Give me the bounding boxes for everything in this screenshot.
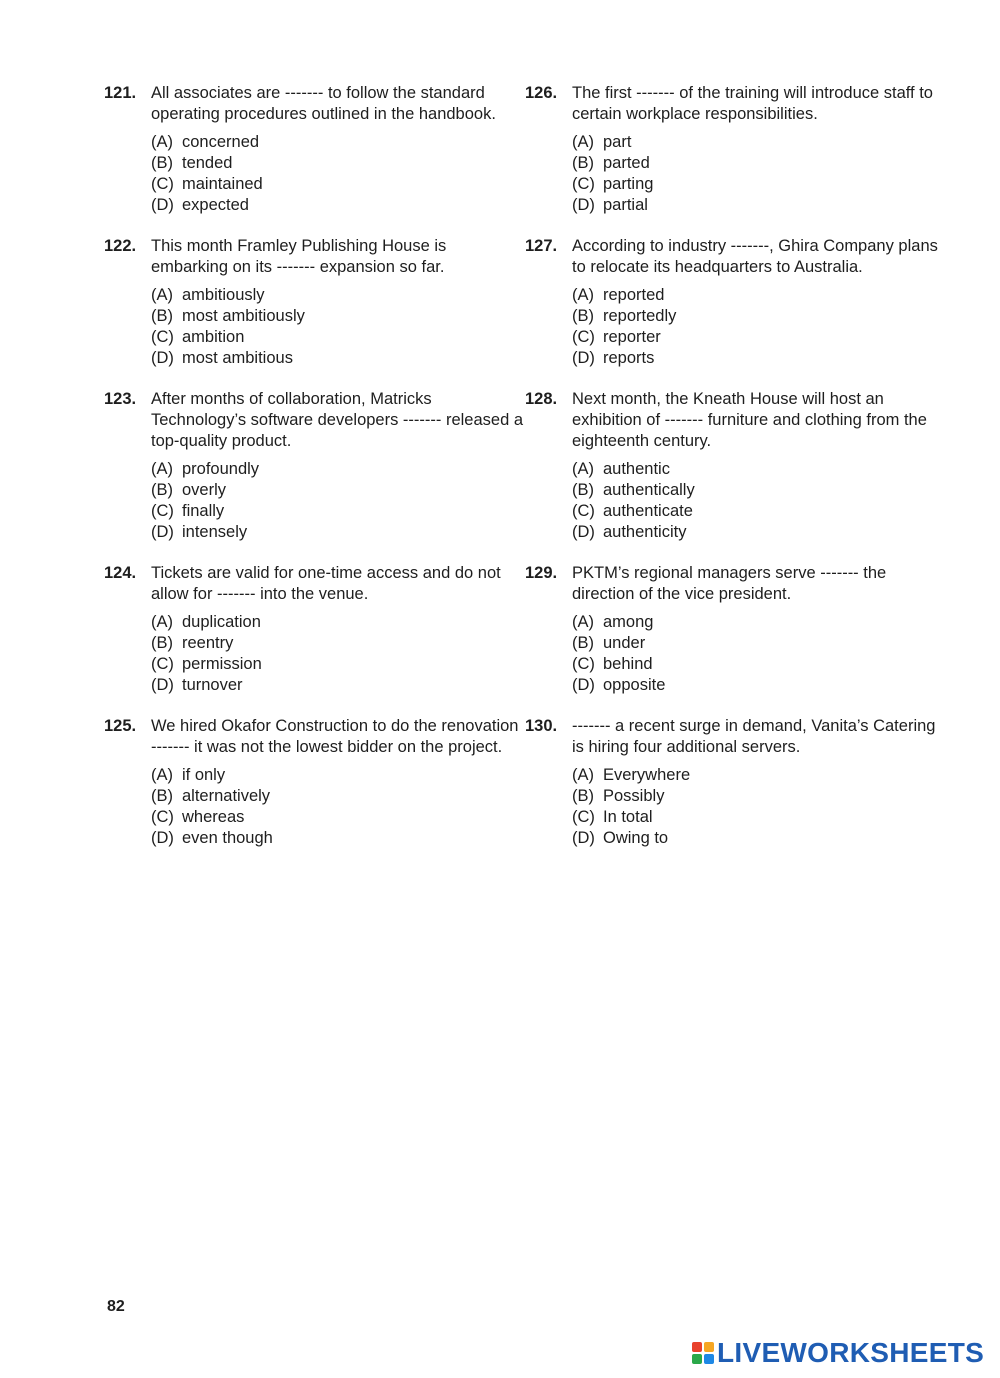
option-text: ambition — [182, 328, 245, 346]
option-text: turnover — [182, 676, 243, 694]
option-letter: (D) — [151, 676, 174, 694]
question-number: 126. — [525, 84, 558, 102]
option-letter: (A) — [572, 766, 594, 784]
answer-option-a[interactable] — [572, 612, 945, 633]
answer-option-c[interactable] — [151, 807, 524, 828]
option-letter: (B) — [572, 634, 594, 652]
option-text: alternatively — [182, 787, 271, 805]
question-121 — [104, 83, 524, 216]
question-stem: Next month, the Kneath House will host an exhibition of ------- furniture and clothing from the eighteenth century. — [572, 390, 927, 450]
option-letter: (D) — [572, 676, 595, 694]
option-letter: (B) — [151, 307, 173, 325]
option-text: even though — [182, 829, 273, 847]
answer-options — [151, 459, 524, 543]
answer-options — [572, 132, 945, 216]
answer-option-a[interactable] — [572, 765, 945, 786]
option-text: permission — [182, 655, 262, 673]
answer-options — [572, 285, 945, 369]
question-127 — [525, 236, 945, 369]
answer-option-a[interactable] — [151, 459, 524, 480]
question-number: 121. — [104, 84, 137, 102]
liveworksheets-logo — [692, 1338, 984, 1368]
logo-square-blue — [704, 1354, 714, 1364]
option-letter: (D) — [572, 523, 595, 541]
answer-option-c[interactable] — [151, 174, 524, 195]
answer-option-c[interactable] — [572, 174, 945, 195]
option-text: authentically — [603, 481, 695, 499]
question-body — [572, 389, 945, 543]
option-letter: (D) — [151, 523, 174, 541]
answer-option-d[interactable] — [572, 348, 945, 369]
answer-options — [151, 765, 524, 849]
answer-option-c[interactable] — [572, 654, 945, 675]
question-123 — [104, 389, 524, 543]
answer-option-b[interactable] — [572, 633, 945, 654]
answer-option-b[interactable] — [572, 306, 945, 327]
question-body — [151, 563, 524, 696]
question-stem: All associates are ------- to follow the standard operating procedures outlined in the handbook. — [151, 84, 496, 123]
option-letter: (C) — [151, 175, 174, 193]
answer-option-a[interactable] — [151, 765, 524, 786]
answer-option-c[interactable] — [151, 501, 524, 522]
answer-option-b[interactable] — [572, 786, 945, 807]
option-letter: (A) — [151, 766, 173, 784]
question-stem: According to industry -------, Ghira Company plans to relocate its headquarters to Australia. — [572, 237, 938, 276]
option-text: maintained — [182, 175, 263, 193]
option-letter: (A) — [151, 613, 173, 631]
logo-text: LIVEWORKSHEETS — [717, 1337, 985, 1368]
option-text: expected — [182, 196, 249, 214]
logo-square-red — [692, 1342, 702, 1352]
option-letter: (B) — [151, 154, 173, 172]
option-text: Everywhere — [603, 766, 691, 784]
answer-options — [151, 132, 524, 216]
option-text: partial — [603, 196, 648, 214]
question-number: 124. — [104, 564, 137, 582]
question-stem: ------- a recent surge in demand, Vanita’s Catering is hiring four additional servers. — [572, 717, 936, 756]
option-text: reporter — [603, 328, 661, 346]
option-text: reportedly — [603, 307, 677, 325]
question-stem: We hired Okafor Construction to do the renovation ------- it was not the lowest bidder on the project. — [151, 717, 519, 756]
question-number: 128. — [525, 390, 558, 408]
page-number: 82 — [107, 1298, 125, 1315]
option-text: reports — [603, 349, 655, 367]
answer-option-d[interactable] — [151, 675, 524, 696]
option-letter: (A) — [572, 613, 594, 631]
answer-option-c[interactable] — [151, 654, 524, 675]
answer-option-d[interactable] — [151, 195, 524, 216]
question-stem: Tickets are valid for one-time access and do not allow for ------- into the venue. — [151, 564, 501, 603]
option-letter: (C) — [151, 655, 174, 673]
option-text: overly — [182, 481, 227, 499]
answer-option-b[interactable] — [151, 480, 524, 501]
answer-option-d[interactable] — [572, 675, 945, 696]
answer-option-a[interactable] — [151, 132, 524, 153]
answer-option-b[interactable] — [572, 153, 945, 174]
answer-option-d[interactable] — [151, 348, 524, 369]
option-text: concerned — [182, 133, 260, 151]
answer-option-d[interactable] — [151, 828, 524, 849]
option-text: among — [603, 613, 654, 631]
question-125 — [104, 716, 524, 849]
question-number: 122. — [104, 237, 137, 255]
option-text: intensely — [182, 523, 248, 541]
option-text: behind — [603, 655, 653, 673]
answer-option-c[interactable] — [572, 501, 945, 522]
answer-options — [151, 612, 524, 696]
answer-option-c[interactable] — [151, 327, 524, 348]
option-letter: (B) — [572, 787, 594, 805]
option-letter: (D) — [151, 349, 174, 367]
option-text: Owing to — [603, 829, 669, 847]
option-text: ambitiously — [182, 286, 265, 304]
question-129 — [525, 563, 945, 696]
answer-option-b[interactable] — [572, 480, 945, 501]
question-stem: After months of collaboration, Matricks Technology’s software developers ------- released a top-quality product. — [151, 390, 524, 450]
option-text: duplication — [182, 613, 261, 631]
answer-option-a[interactable] — [572, 132, 945, 153]
answer-option-b[interactable] — [151, 786, 524, 807]
question-stem: PKTM’s regional managers serve ------- the direction of the vice president. — [572, 564, 887, 603]
answer-option-d[interactable] — [572, 195, 945, 216]
option-letter: (C) — [151, 328, 174, 346]
answer-options — [572, 459, 945, 543]
logo-square-orange — [704, 1342, 714, 1352]
answer-option-d[interactable] — [572, 828, 945, 849]
option-letter: (A) — [151, 460, 173, 478]
option-text: In total — [603, 808, 653, 826]
option-letter: (C) — [572, 502, 595, 520]
option-letter: (B) — [151, 481, 173, 499]
option-letter: (C) — [151, 808, 174, 826]
question-number: 130. — [525, 717, 558, 735]
option-letter: (C) — [572, 175, 595, 193]
option-letter: (C) — [572, 328, 595, 346]
question-body — [151, 389, 524, 543]
answer-option-a[interactable] — [572, 285, 945, 306]
answer-option-b[interactable] — [151, 306, 524, 327]
option-text: tended — [182, 154, 233, 172]
option-text: if only — [182, 766, 226, 784]
option-letter: (B) — [151, 787, 173, 805]
question-number: 129. — [525, 564, 558, 582]
answer-option-a[interactable] — [151, 285, 524, 306]
answer-option-d[interactable] — [572, 522, 945, 543]
option-letter: (A) — [572, 133, 594, 151]
option-text: authenticate — [603, 502, 693, 520]
question-body — [151, 716, 524, 849]
option-text: most ambitious — [182, 349, 293, 367]
option-letter: (A) — [572, 286, 594, 304]
option-letter: (D) — [151, 196, 174, 214]
answer-option-a[interactable] — [151, 612, 524, 633]
question-number: 127. — [525, 237, 558, 255]
option-letter: (B) — [572, 307, 594, 325]
question-body — [151, 83, 524, 216]
question-number: 123. — [104, 390, 137, 408]
option-text: whereas — [182, 808, 245, 826]
question-body — [572, 236, 945, 369]
question-number: 125. — [104, 717, 137, 735]
option-letter: (D) — [572, 829, 595, 847]
answer-options — [151, 285, 524, 369]
question-body — [572, 563, 945, 696]
question-body — [151, 236, 524, 369]
answer-options — [572, 612, 945, 696]
option-text: most ambitiously — [182, 307, 305, 325]
logo-square-green — [692, 1354, 702, 1364]
option-text: reentry — [182, 634, 234, 652]
option-text: parted — [603, 154, 650, 172]
question-128 — [525, 389, 945, 543]
answer-options — [572, 765, 945, 849]
question-124 — [104, 563, 524, 696]
option-text: authentic — [603, 460, 670, 478]
liveworksheets-logo-icon — [692, 1342, 714, 1364]
option-letter: (C) — [572, 655, 595, 673]
option-letter: (B) — [572, 481, 594, 499]
question-122 — [104, 236, 524, 369]
option-letter: (A) — [151, 286, 173, 304]
option-text: parting — [603, 175, 654, 193]
option-text: under — [603, 634, 646, 652]
answer-option-a[interactable] — [572, 459, 945, 480]
option-text: finally — [182, 502, 225, 520]
question-body — [572, 83, 945, 216]
option-text: profoundly — [182, 460, 260, 478]
question-130 — [525, 716, 945, 849]
answer-option-b[interactable] — [151, 633, 524, 654]
question-stem: The first ------- of the training will introduce staff to certain workplace responsibilities. — [572, 84, 933, 123]
question-body — [572, 716, 945, 849]
option-letter: (B) — [572, 154, 594, 172]
option-text: authenticity — [603, 523, 687, 541]
option-letter: (C) — [151, 502, 174, 520]
option-letter: (A) — [572, 460, 594, 478]
option-letter: (D) — [151, 829, 174, 847]
option-letter: (D) — [572, 349, 595, 367]
right-column — [525, 83, 945, 869]
option-text: part — [603, 133, 632, 151]
answer-option-b[interactable] — [151, 153, 524, 174]
question-126 — [525, 83, 945, 216]
option-letter: (D) — [572, 196, 595, 214]
question-stem: This month Framley Publishing House is embarking on its ------- expansion so far. — [151, 237, 447, 276]
left-column — [104, 83, 524, 869]
option-letter: (B) — [151, 634, 173, 652]
option-text: reported — [603, 286, 665, 304]
option-letter: (A) — [151, 133, 173, 151]
answer-option-c[interactable] — [572, 807, 945, 828]
answer-option-c[interactable] — [572, 327, 945, 348]
option-text: Possibly — [603, 787, 665, 805]
answer-option-d[interactable] — [151, 522, 524, 543]
option-text: opposite — [603, 676, 666, 694]
option-letter: (C) — [572, 808, 595, 826]
